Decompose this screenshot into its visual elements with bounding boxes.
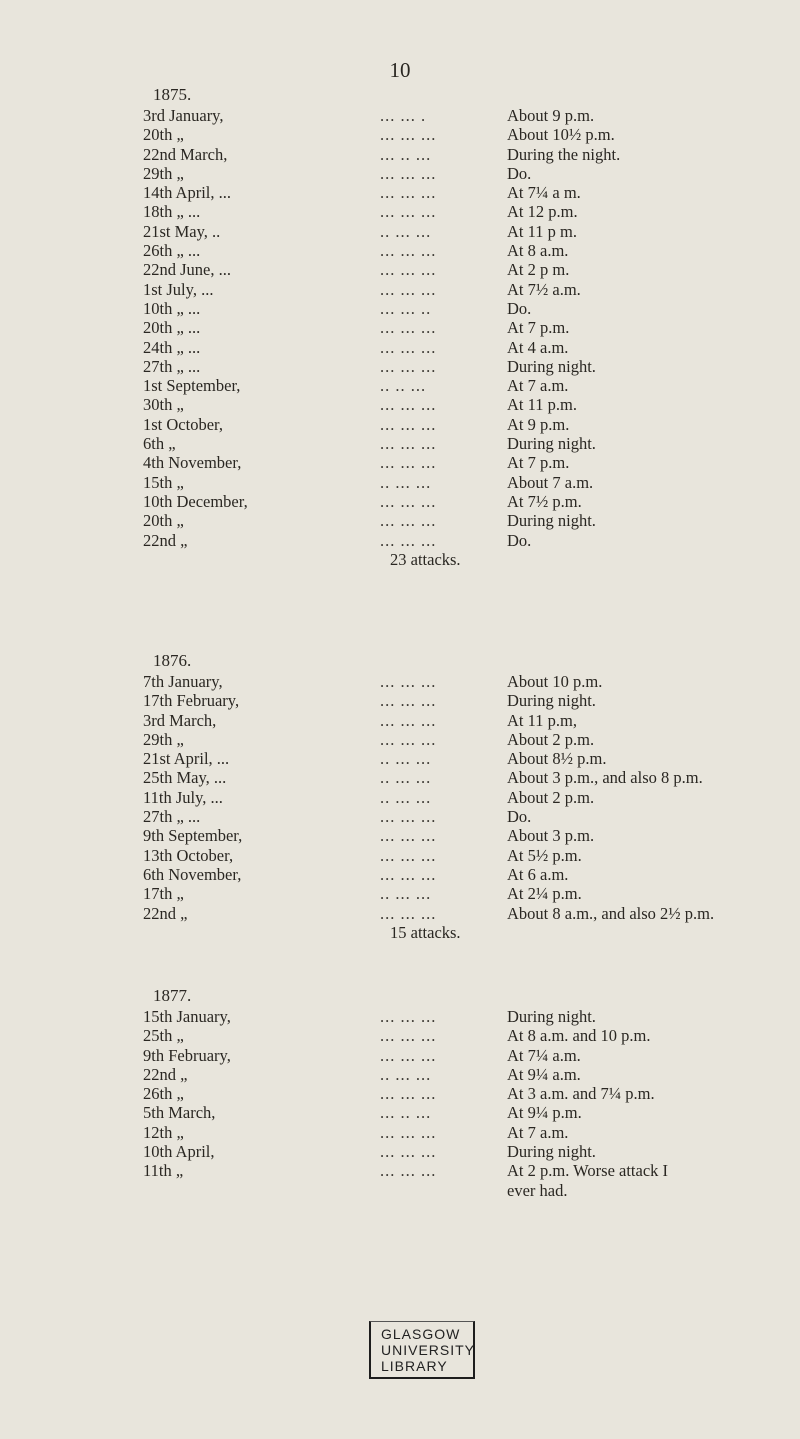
entry-date: 29th „	[143, 729, 184, 749]
entry-date: 30th „	[143, 395, 184, 415]
attack-entry	[140, 1123, 780, 1142]
entry-dots: ... .. ...	[380, 1103, 432, 1123]
entry-time: About 8 a.m., and also 2½ p.m.	[507, 903, 715, 923]
attack-entry	[140, 202, 780, 221]
entry-date: 22nd „	[143, 530, 188, 550]
entry-time: At 8 a.m. and 10 p.m.	[507, 1026, 651, 1046]
entry-date: 22nd „	[143, 1064, 188, 1084]
attack-entry	[140, 672, 780, 691]
entry-date: 3rd January,	[143, 106, 224, 125]
section-1875	[140, 84, 780, 569]
entry-dots: ... ... ...	[380, 337, 437, 357]
attack-entry	[140, 395, 780, 414]
entry-dots: ... ... ...	[380, 491, 437, 511]
entry-time: Do.	[507, 163, 532, 183]
entry-time: During night.	[507, 356, 596, 376]
entry-date: 11th „	[143, 1161, 184, 1181]
entry-date: 29th „	[143, 163, 184, 183]
entry-dots: ... ... ...	[380, 125, 437, 145]
entry-time: At 2¼ p.m.	[507, 884, 582, 904]
attack-entry	[140, 691, 780, 710]
attack-entry	[140, 376, 780, 395]
attack-entry	[140, 1142, 780, 1161]
entry-dots: ... ... ...	[380, 1007, 437, 1026]
entry-date: 3rd March,	[143, 710, 217, 730]
entry-dots: .. ... ...	[380, 221, 432, 241]
entry-dots: .. ... ...	[380, 768, 432, 788]
entry-dots: ... ... ...	[380, 826, 437, 846]
entry-time: During night.	[507, 434, 596, 454]
entry-time: At 5½ p.m.	[507, 845, 582, 865]
attack-entry	[140, 145, 780, 164]
entry-dots: ... ... ...	[380, 864, 437, 884]
entry-dots: .. ... ...	[380, 749, 432, 769]
entry-dots: ... ... ...	[380, 729, 437, 749]
attack-entry	[140, 164, 780, 183]
entry-time: Do.	[507, 298, 532, 318]
entry-time: During night.	[507, 1007, 596, 1026]
entry-time: At 7 a.m.	[507, 1122, 569, 1142]
attack-entry	[140, 511, 780, 530]
entry-dots: ... ... ...	[380, 395, 437, 415]
year-heading: 1875.	[153, 85, 192, 104]
attack-entry	[140, 884, 780, 903]
entry-time: At 9 p.m.	[507, 414, 570, 434]
entry-time: At 2 p.m. Worse attack I	[507, 1161, 669, 1181]
entry-date: 17th February,	[143, 691, 240, 711]
entry-time: At 3 a.m. and 7¼ p.m.	[507, 1084, 655, 1104]
entry-time: At 8 a.m.	[507, 241, 569, 261]
entry-date: 7th January,	[143, 672, 223, 691]
entry-time: Do.	[507, 807, 532, 827]
entry-dots: ... ... ...	[380, 414, 437, 434]
entry-time: At 2 p m.	[507, 260, 570, 280]
stamp-line: GLASGOW	[381, 1326, 461, 1342]
entry-dots: ... ... ...	[380, 356, 437, 376]
entry-date: 20th „ ...	[143, 318, 201, 338]
entry-dots: ... ... ...	[380, 530, 437, 550]
attack-entry	[140, 357, 780, 376]
entry-dots: .. ... ...	[380, 787, 432, 807]
attack-total	[140, 923, 780, 942]
entry-dots: .. .. ...	[380, 376, 427, 396]
attack-entry	[140, 1046, 780, 1065]
entry-date: 26th „	[143, 1084, 184, 1104]
attack-entry	[140, 473, 780, 492]
entry-date: 11th July, ...	[143, 787, 223, 807]
attack-entry	[140, 1065, 780, 1084]
entry-dots: ... ... ...	[380, 1161, 437, 1181]
entry-time: At 7 a.m.	[507, 376, 569, 396]
attack-entry	[140, 730, 780, 749]
entry-dots: ... ... ...	[380, 318, 437, 338]
attack-entry	[140, 865, 780, 884]
entry-dots: ... ... ...	[380, 1045, 437, 1065]
attack-entry	[140, 125, 780, 144]
entry-time: At 7¼ a.m.	[507, 1045, 581, 1065]
entry-time: At 7 p.m.	[507, 318, 570, 338]
entry-dots: ... ... ...	[380, 710, 437, 730]
entry-time: Do.	[507, 530, 532, 550]
entry-date: 25th May, ...	[143, 768, 227, 788]
entry-dots: ... ... ...	[380, 1026, 437, 1046]
entry-dots: .. ... ...	[380, 884, 432, 904]
attack-entry	[140, 318, 780, 337]
entry-time: About 2 p.m.	[507, 787, 595, 807]
stamp-line: UNIVERSITY	[381, 1342, 476, 1358]
entry-date: 1st October,	[143, 414, 223, 434]
entry-time: At 7¼ a m.	[507, 183, 581, 203]
attack-entry	[140, 531, 780, 550]
entry-dots: ... ... .	[380, 106, 427, 125]
entry-time: About 10 p.m.	[507, 672, 603, 691]
attack-entry	[140, 1007, 780, 1026]
entry-dots: ... ... ...	[380, 279, 437, 299]
entry-date: 12th „	[143, 1122, 184, 1142]
section-1876	[140, 650, 780, 942]
entry-date: 9th February,	[143, 1045, 231, 1065]
entry-time: During night.	[507, 691, 596, 711]
entry-time: ever had.	[507, 1180, 568, 1200]
attack-entry	[140, 299, 780, 318]
entry-dots: ... ... ...	[380, 1122, 437, 1142]
entry-date: 10th April,	[143, 1142, 215, 1162]
entry-time: During night.	[507, 1142, 596, 1162]
attack-entry	[140, 241, 780, 260]
attack-entry	[140, 788, 780, 807]
entry-date: 1st September,	[143, 376, 241, 396]
entry-time: At 9¼ p.m.	[507, 1103, 582, 1123]
entry-time: About 10½ p.m.	[507, 125, 615, 145]
entry-dots: ... ... ...	[380, 691, 437, 711]
entry-dots: ... ... ...	[380, 903, 437, 923]
attack-entry	[140, 1084, 780, 1103]
year-heading: 1877.	[153, 986, 192, 1005]
attack-entry	[140, 807, 780, 826]
entry-time: About 3 p.m., and also 8 p.m.	[507, 768, 703, 788]
entry-date: 15th „	[143, 472, 184, 492]
attack-entry	[140, 1103, 780, 1122]
entry-dots: ... ... ...	[380, 241, 437, 261]
entry-date: 5th March,	[143, 1103, 216, 1123]
entry-time: At 7 p.m.	[507, 453, 570, 473]
entry-dots: ... ... ...	[380, 183, 437, 203]
entry-date: 13th October,	[143, 845, 234, 865]
attack-entry	[140, 1161, 780, 1180]
attack-total-label: 23 attacks.	[390, 549, 461, 569]
entry-date: 24th „ ...	[143, 337, 201, 357]
attack-entry	[140, 453, 780, 472]
attack-entry	[140, 768, 780, 787]
attack-entry	[140, 106, 780, 125]
entry-date: 20th „	[143, 125, 184, 145]
entry-dots: ... ... ...	[380, 453, 437, 473]
entry-dots: ... ... ...	[380, 1142, 437, 1162]
entry-date: 17th „	[143, 884, 184, 904]
entry-time: During night.	[507, 511, 596, 531]
entry-dots: ... ... ...	[380, 202, 437, 222]
entry-dots: ... ... ...	[380, 1084, 437, 1104]
entry-time: At 7½ p.m.	[507, 491, 582, 511]
entry-date: 22nd June, ...	[143, 260, 231, 280]
entry-dots: ... .. ...	[380, 144, 432, 164]
entry-date: 9th September,	[143, 826, 243, 846]
entry-date: 10th „ ...	[143, 298, 201, 318]
attack-entry	[140, 904, 780, 923]
entry-time: At 9¼ a.m.	[507, 1064, 581, 1084]
attack-entry	[140, 434, 780, 453]
entry-dots: ... ... ...	[380, 672, 437, 691]
entry-date: 20th „	[143, 511, 184, 531]
attack-entry	[140, 1181, 780, 1200]
attack-total-label: 15 attacks.	[390, 922, 461, 942]
attack-entry	[140, 280, 780, 299]
attack-entry	[140, 260, 780, 279]
attack-entry	[140, 1026, 780, 1045]
page-number: 10	[389, 58, 411, 82]
entry-date: 4th November,	[143, 453, 242, 473]
entry-dots: ... ... ...	[380, 845, 437, 865]
stamp-line: LIBRARY	[381, 1358, 448, 1374]
entry-time: At 11 p.m,	[507, 710, 577, 730]
entry-date: 14th April, ...	[143, 183, 232, 203]
entry-date: 27th „ ...	[143, 807, 201, 827]
entry-dots: ... ... ...	[380, 807, 437, 827]
entry-date: 22nd „	[143, 903, 188, 923]
entry-date: 10th December,	[143, 491, 248, 511]
entry-time: At 11 p m.	[507, 221, 577, 241]
entry-date: 1st July, ...	[143, 279, 214, 299]
attack-entry	[140, 183, 780, 202]
entry-date: 22nd March,	[143, 144, 228, 164]
entry-time: During the night.	[507, 144, 621, 164]
entry-time: At 11 p.m.	[507, 395, 577, 415]
entry-date: 25th „	[143, 1026, 184, 1046]
entry-time: About 8½ p.m.	[507, 749, 607, 769]
attack-entry	[140, 415, 780, 434]
entry-date: 15th January,	[143, 1007, 231, 1026]
section-1877	[140, 985, 780, 1200]
entry-time: At 7½ a.m.	[507, 279, 581, 299]
entry-date: 21st May, ..	[143, 221, 221, 241]
entry-date: 26th „ ...	[143, 241, 201, 261]
entry-date: 18th „ ...	[143, 202, 201, 222]
entry-dots: ... ... ...	[380, 511, 437, 531]
entry-time: About 9 p.m.	[507, 106, 595, 125]
entry-date: 6th „	[143, 434, 176, 454]
entry-time: At 4 a.m.	[507, 337, 569, 357]
entry-time: About 3 p.m.	[507, 826, 595, 846]
attack-entry	[140, 826, 780, 845]
entry-dots: .. ... ...	[380, 472, 432, 492]
attack-entry	[140, 222, 780, 241]
attack-entry	[140, 492, 780, 511]
entry-dots: ... ... ...	[380, 163, 437, 183]
entry-dots: ... ... ...	[380, 260, 437, 280]
entry-date: 6th November,	[143, 864, 242, 884]
attack-entry	[140, 749, 780, 768]
entry-time: At 6 a.m.	[507, 864, 569, 884]
library-stamp	[369, 1321, 475, 1379]
year-heading: 1876.	[153, 651, 192, 670]
entry-dots: ... ... ..	[380, 298, 432, 318]
attack-entry	[140, 338, 780, 357]
entry-dots: ... ... ...	[380, 434, 437, 454]
entry-time: About 7 a.m.	[507, 472, 594, 492]
attack-total	[140, 550, 780, 569]
entry-date: 21st April, ...	[143, 749, 230, 769]
entry-date: 27th „ ...	[143, 356, 201, 376]
entry-dots: .. ... ...	[380, 1064, 432, 1084]
attack-entry	[140, 846, 780, 865]
entry-time: At 12 p.m.	[507, 202, 578, 222]
attack-entry	[140, 711, 780, 730]
entry-time: About 2 p.m.	[507, 729, 595, 749]
